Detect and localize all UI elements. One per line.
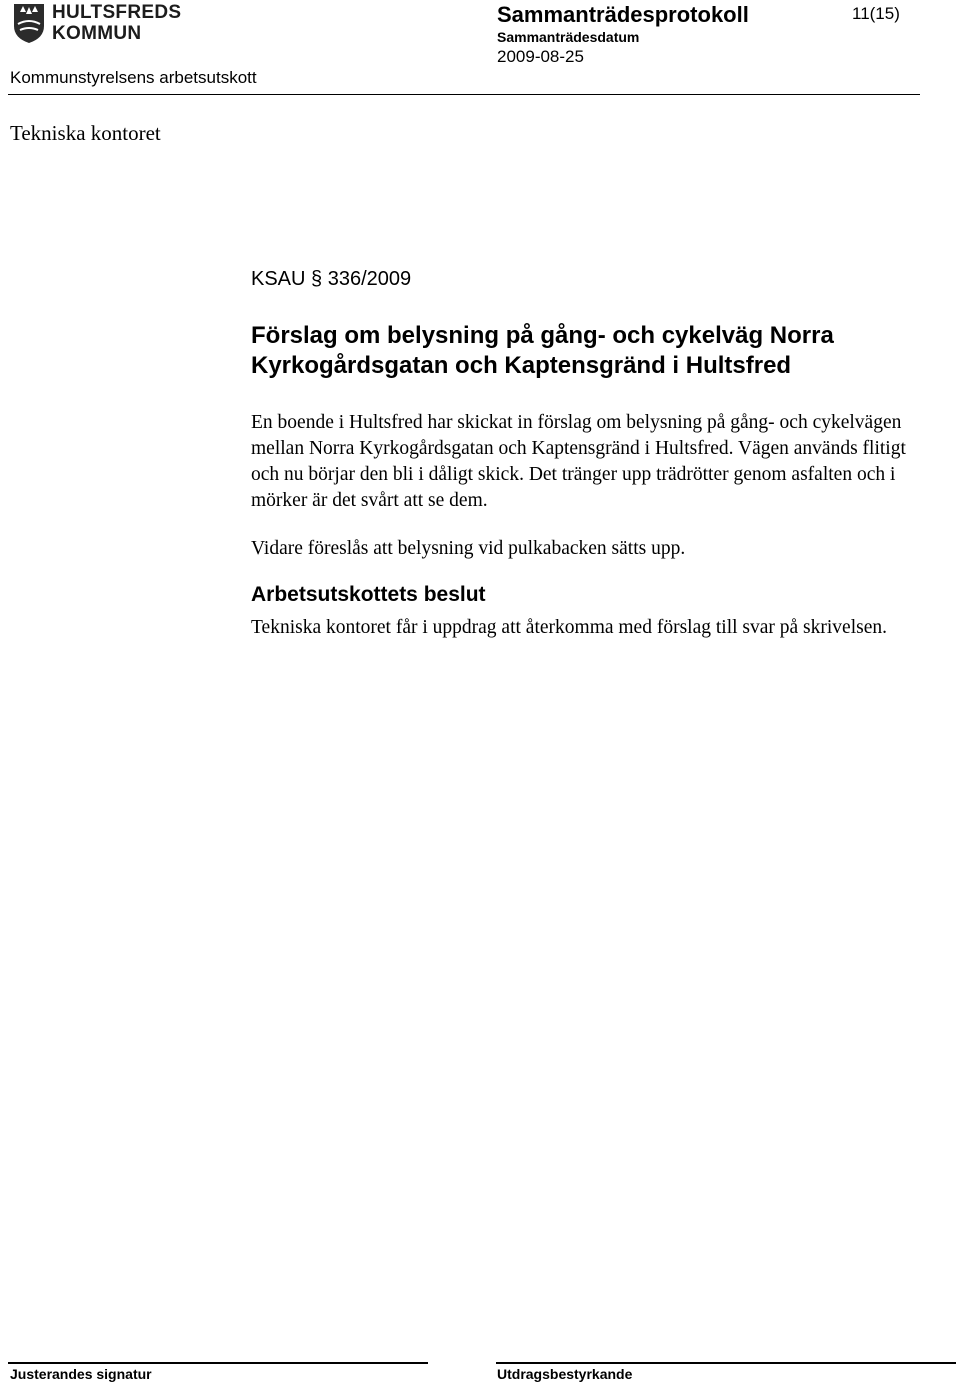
case-paragraph-2: Vidare föreslås att belysning vid pulkabacken sätts upp. <box>251 538 686 559</box>
certification-label: Utdragsbestyrkande <box>497 1366 633 1382</box>
municipality-logo <box>12 2 182 44</box>
page-number: 11(15) <box>852 4 900 23</box>
coat-of-arms-icon <box>12 2 46 44</box>
document-type: Sammanträdesprotokoll <box>497 2 749 27</box>
logo-wordmark <box>52 2 181 44</box>
department-name: Tekniska kontoret <box>10 121 161 145</box>
signature-label: Justerandes signatur <box>10 1366 152 1382</box>
decision-text: Tekniska kontoret får i uppdrag att återkomma med förslag till svar på skrivelsen. <box>251 617 887 638</box>
case-title: Förslag om belysning på gång- och cykelväg Norra Kyrkogårdsgatan och Kaptensgränd i Hultsfred <box>251 322 834 379</box>
logo-line-1: HULTSFREDS <box>52 2 182 23</box>
logo-line-2: KOMMUN <box>52 23 142 44</box>
case-paragraph-1: En boende i Hultsfred har skickat in förslag om belysning på gång- och cykelvägen mellan Norra Kyrkogårdsgatan och Kaptensgränd i Hultsfred. Vägen används flitigt och nu börjar den bli i dåligt skick. Det tränger upp trädrötter genom asfalten och i mörker är det svårt att se dem. <box>251 412 906 511</box>
footer-divider-right <box>496 1362 956 1364</box>
meeting-date-label: Sammanträdesdatum <box>497 29 640 45</box>
decision-heading: Arbetsutskottets beslut <box>251 583 486 606</box>
header-divider <box>8 94 920 95</box>
footer-divider-left <box>8 1362 428 1364</box>
committee-name: Kommunstyrelsens arbetsutskott <box>10 68 257 87</box>
meeting-date: 2009-08-25 <box>497 47 584 66</box>
case-reference: KSAU § 336/2009 <box>251 268 412 290</box>
